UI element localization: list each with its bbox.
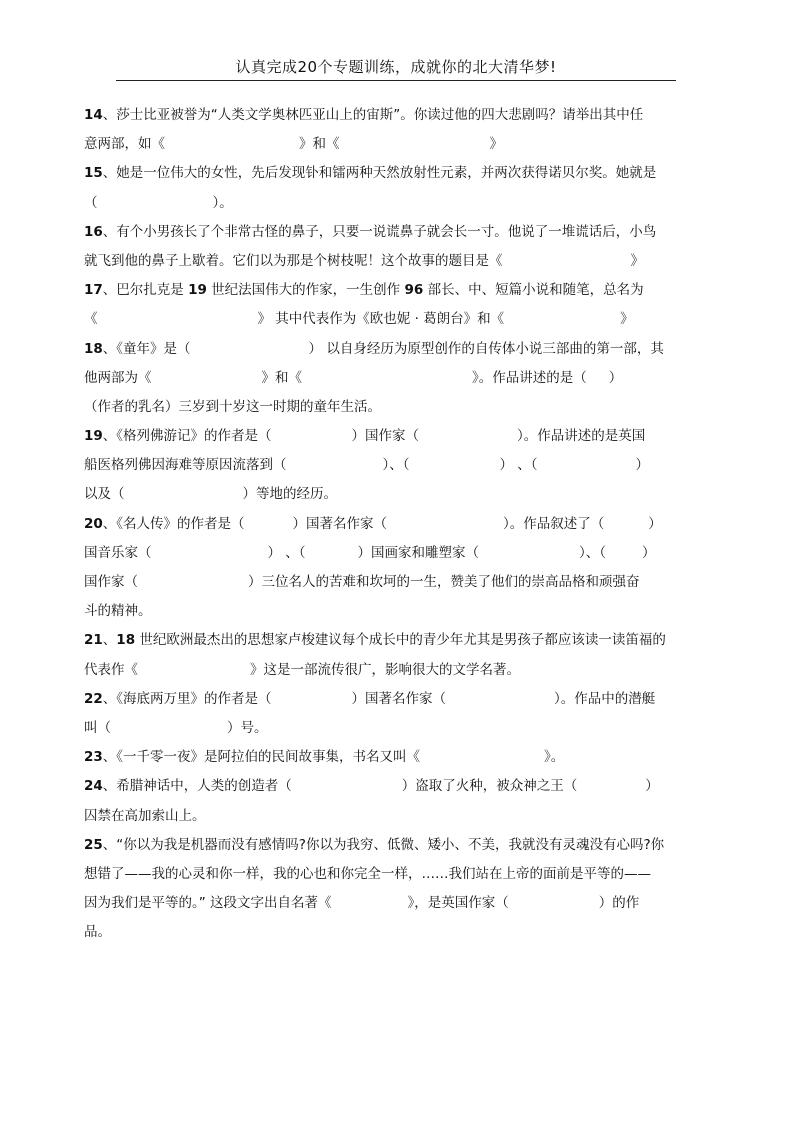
question-text: ） (648, 515, 662, 532)
question-text: 》和《 (299, 136, 340, 153)
question-text: 、《一千零一夜》是阿拉伯的民间故事集，书名又叫《 (102, 749, 421, 766)
question-14-line-2 (84, 130, 684, 159)
question-20-line-3 (84, 568, 684, 597)
question-text: 因为我们是平等的。” 这段文字出自名著《 (84, 895, 332, 912)
question-text: 想错了——我的心灵和你一样，我的心也和你完全一样，……我们站在上帝的面前是平等的—— (84, 865, 651, 882)
question-text: ） 、（ (499, 457, 538, 474)
question-text: ）国著名作家（ (351, 690, 447, 707)
question-25-line-2 (84, 860, 684, 889)
question-text: 、莎士比亚被誉为“人类文学奥林匹亚山上的宙斯”。你读过他的四大悲剧吗？请举出其中任 (102, 107, 644, 123)
question-text: ） (635, 457, 650, 474)
question-text: ）国画家和雕塑家（ (357, 544, 480, 561)
question-text: 》 (620, 311, 634, 328)
question-text: ）、（ (579, 544, 607, 561)
question-17-line-1 (84, 276, 684, 305)
question-text: ） (608, 369, 623, 386)
question-text: 、希腊神话中，人类的创造者（ (102, 778, 292, 795)
question-20-line-4 (84, 597, 684, 626)
question-number: 24 (84, 778, 103, 795)
question-text: 、《童年》是（ (102, 340, 191, 357)
question-25-line-4 (84, 918, 684, 947)
question-18-line-1 (84, 335, 684, 364)
question-number: 21 (84, 632, 103, 649)
question-text: ） 以自身经历为原型创作的自传体小说三部曲的第一部，其 (308, 340, 664, 357)
question-text: 》。作品讲述的是（ (472, 369, 587, 386)
question-16-line-1 (84, 218, 684, 247)
question-number: 17 (84, 282, 103, 299)
question-text: 品。 (84, 924, 111, 941)
question-number: 16 (84, 223, 103, 240)
question-19-line-2 (84, 451, 684, 480)
question-text: ）、（ (382, 457, 410, 474)
question-number: 19 (84, 428, 103, 445)
question-number: 22 (84, 690, 103, 707)
question-text: 斗的精神。 (84, 603, 152, 620)
question-text: 意两部，如《 (84, 136, 165, 153)
question-text: ） (642, 544, 656, 561)
question-text: ）国著名作家（ (292, 515, 388, 532)
question-text: （ (84, 194, 98, 211)
question-24-line-2 (84, 802, 684, 831)
question-15-line-1 (84, 159, 684, 188)
question-number: 20 (84, 515, 103, 532)
question-number: 23 (84, 749, 103, 766)
question-text: ）号。 (227, 719, 268, 736)
question-text: ）的作 (598, 895, 640, 912)
question-text: 叫（ (84, 719, 111, 736)
question-25-line-3 (84, 889, 684, 918)
question-text: 船医格列佛因海难等原因流落到（ (84, 457, 287, 474)
question-text: 、《名人传》的作者是（ (102, 515, 245, 532)
question-text: ）盗取了火种，被众神之王（ (401, 778, 578, 795)
question-text: 、巴尔扎克是 (102, 282, 189, 299)
question-text: 国作家（ (84, 574, 138, 590)
question-18-line-2 (84, 364, 684, 393)
question-number: 25 (84, 836, 103, 853)
question-23-line-1 (84, 743, 684, 772)
question-22-line-2 (84, 714, 684, 743)
question-text: 、有个小男孩长了个非常古怪的鼻子，只要一说谎鼻子就会长一寸。他说了一堆谎话后，小鸟 (102, 223, 657, 240)
question-text: ） 、（ (267, 544, 306, 561)
question-text: 、《格列佛游记》的作者是（ (102, 428, 272, 445)
question-text: 》这是一部流传很广，影响很大的文学名著。 (250, 661, 520, 678)
question-21-line-1 (84, 626, 684, 655)
question-text: 就飞到他的鼻子上歇着。它们以为那是个树枝呢！这个故事的题目是《 (84, 252, 503, 269)
question-text: 、“你以为我是机器而没有感情吗?你以为我穷、低微、矮小、不美，我就没有灵魂没有心吗?你 (102, 836, 665, 853)
question-20-line-2 (84, 539, 684, 568)
question-text: 代表作《 (84, 661, 138, 678)
question-text: 世纪欧洲最杰出的思想家卢梭建议每个成长中的青少年尤其是男孩子都应该读一读笛福的 (135, 632, 666, 649)
question-text: （作者的乳名）三岁到十岁这一时期的童年生活。 (84, 398, 381, 415)
page-header: 认真完成20个专题训练，成就你的北大清华梦! (235, 58, 557, 76)
question-text: 、《海底两万里》的作者是（ (102, 690, 272, 707)
question-18-line-3 (84, 393, 684, 422)
header-divider (116, 80, 676, 81)
question-21-line-2 (84, 656, 684, 685)
question-number: 18 (84, 340, 103, 357)
question-text: 世纪法国伟大的作家，一生创作 (206, 282, 405, 299)
question-text: 》和《 (261, 369, 302, 386)
question-number: 15 (84, 165, 103, 182)
question-22-line-1 (84, 685, 684, 714)
question-24-line-1 (84, 772, 684, 801)
question-text: 》 (630, 252, 644, 269)
question-text: ）。作品讲述的是英国 (517, 428, 646, 445)
question-text: 》 (489, 136, 503, 153)
question-text: 、 (102, 632, 117, 649)
question-text: 19 (188, 282, 207, 299)
question-15-line-2 (84, 189, 684, 218)
question-text: 》。 (544, 749, 565, 766)
question-text: ）。 (212, 194, 233, 211)
question-text: 》，是英国作家（ (407, 895, 509, 912)
question-16-line-2 (84, 247, 684, 276)
question-20-line-1 (84, 510, 684, 539)
question-text: 《 (84, 311, 98, 328)
question-list (84, 101, 684, 947)
question-text: 18 (116, 632, 136, 649)
question-text: 囚禁在高加索山上。 (84, 807, 206, 824)
question-text: ）三位名人的苦难和坎坷的一生，赞美了他们的崇高品格和顽强奋 (248, 574, 640, 590)
question-text: 》 其中代表作为《欧也妮 · 葛朗台》和《 (257, 311, 505, 328)
question-text: 96 (404, 282, 424, 299)
question-25-line-1 (84, 831, 684, 860)
question-text: 以及（ (84, 486, 125, 503)
question-text: ）等地的经历。 (242, 486, 337, 503)
question-text: 、她是一位伟大的女性，先后发现钋和镭两种天然放射性元素，并两次获得诺贝尔奖。她就是 (102, 165, 657, 182)
question-text: 他两部为《 (84, 369, 152, 386)
question-number: 14 (84, 107, 103, 123)
question-14-line-1 (84, 101, 684, 130)
question-text: ）。作品中的潜艇 (554, 690, 656, 707)
question-text: 国音乐家（ (84, 544, 152, 561)
question-text: ） (645, 778, 659, 795)
question-text: ）国作家（ (351, 428, 420, 445)
question-text: ）。作品叙述了（ (503, 515, 605, 532)
question-17-line-2 (84, 305, 684, 334)
question-text: 部长、中、短篇小说和随笔，总名为 (423, 282, 644, 299)
question-19-line-1 (84, 422, 684, 451)
question-19-line-3 (84, 480, 684, 509)
